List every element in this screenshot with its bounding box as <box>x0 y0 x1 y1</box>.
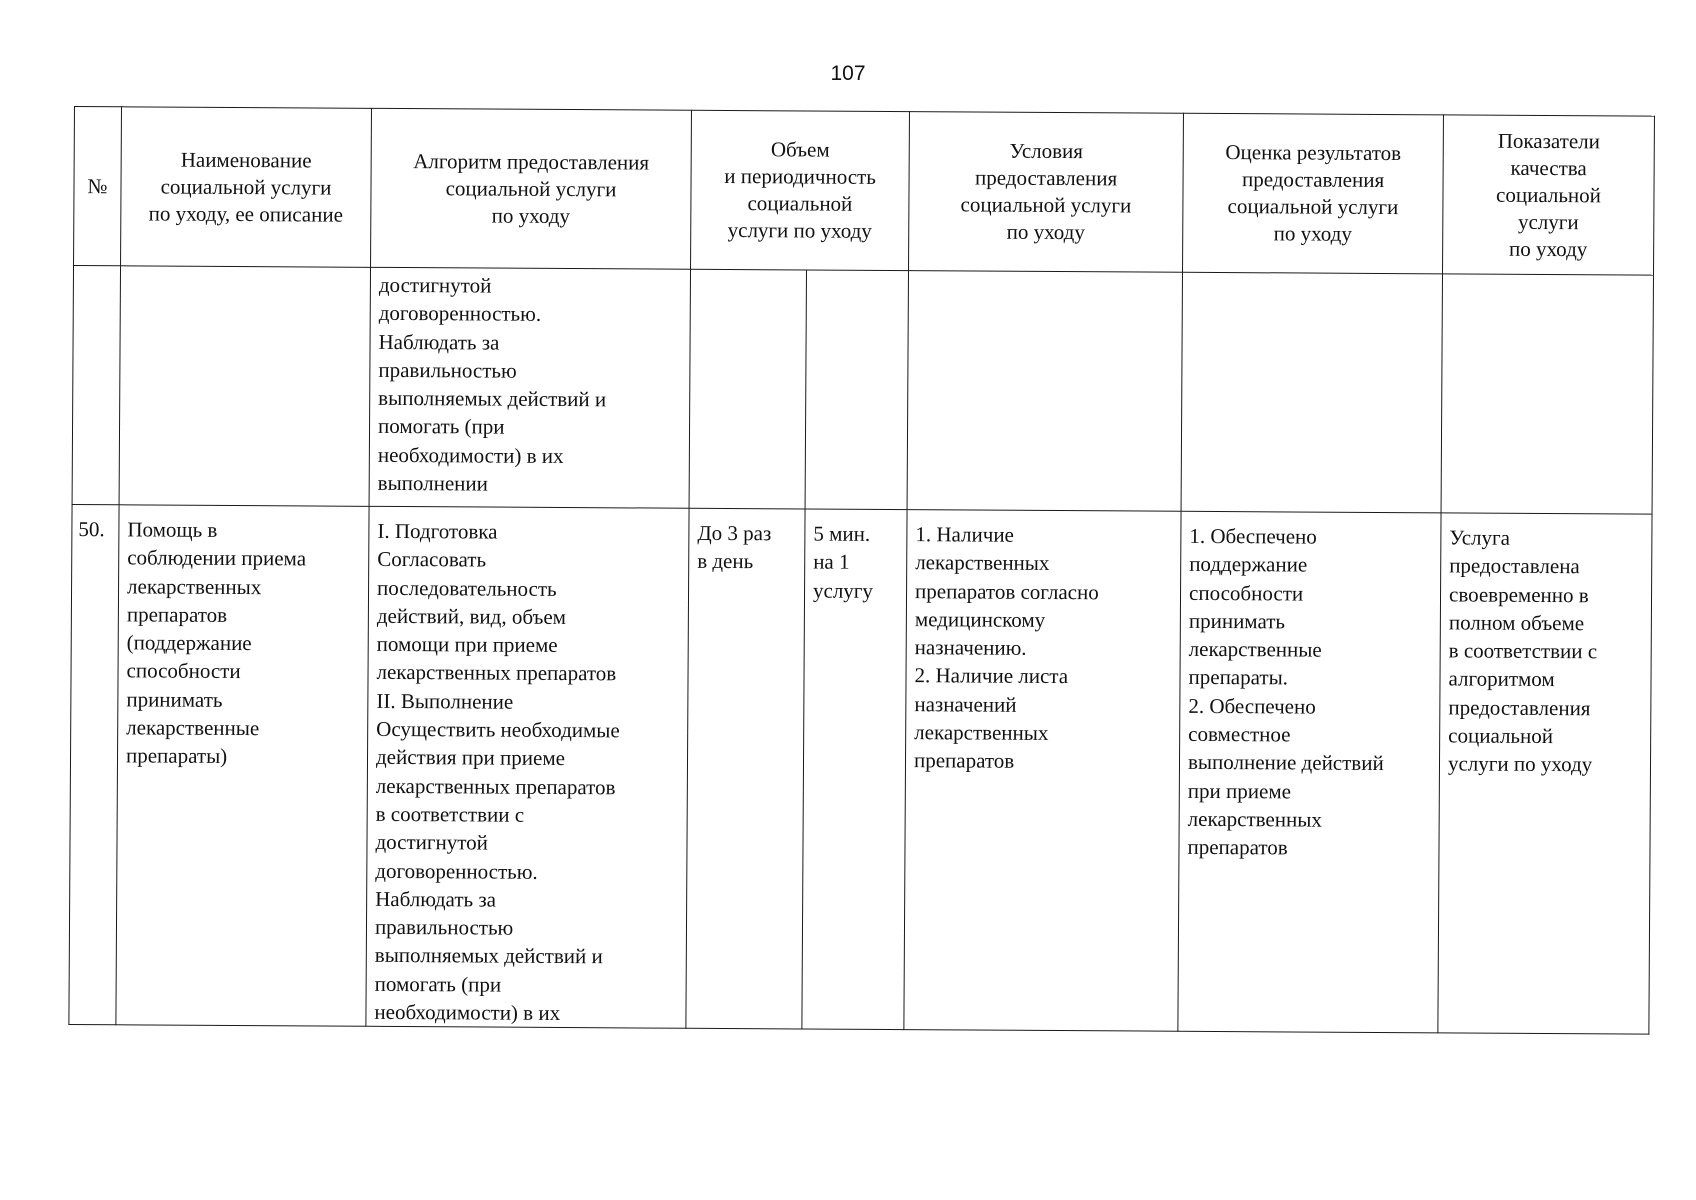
text-line: на 1 <box>813 549 850 575</box>
cell-algorithm <box>366 506 689 1028</box>
text-line: лекарственные <box>1188 637 1322 662</box>
text-line: своевременно в <box>1448 582 1589 607</box>
text-line: I. Подготовка <box>377 518 498 544</box>
text-line: в соответствии с <box>1448 638 1598 664</box>
header-algorithm <box>371 108 692 269</box>
header-service-name <box>121 107 372 268</box>
text-line: препараты. <box>1188 665 1289 690</box>
cell-duration <box>802 509 907 1030</box>
text-line: достигнутой <box>378 272 492 298</box>
text-line: по уходу <box>491 203 571 228</box>
text-line: соблюдении приема <box>127 545 307 571</box>
text-line: Наименование <box>180 147 312 172</box>
text-line: принимать <box>126 687 223 712</box>
text-line: выполнении <box>377 470 489 496</box>
text-line: выполнение действий <box>1187 750 1384 776</box>
cell-empty <box>1181 272 1442 513</box>
text-line: договоренностью. <box>375 858 538 884</box>
table-header-row <box>74 107 1655 276</box>
cell-empty <box>805 270 908 510</box>
text-line: Осуществить необходимые <box>376 716 620 743</box>
text-line: услугу <box>812 578 874 603</box>
text-line: правильностью <box>378 357 517 383</box>
text-line: препаратов <box>126 602 228 627</box>
cell-service-name <box>116 505 369 1027</box>
text-line: по уходу, ее описание <box>148 200 344 227</box>
text-line: назначению. <box>914 635 1027 661</box>
document-scan <box>68 106 1654 1035</box>
text-line: по уходу <box>1273 221 1352 246</box>
cell-frequency <box>686 508 805 1029</box>
table-row-continuation <box>72 266 1653 515</box>
text-line: предоставления <box>1448 695 1591 721</box>
text-line: социальной услуги <box>1227 194 1399 220</box>
text-line: помогать (при <box>377 414 505 440</box>
text-line: социальной <box>747 191 853 216</box>
text-line: необходимости) в их <box>377 442 564 468</box>
text-line: № <box>87 173 108 198</box>
cell-empty <box>907 271 1182 512</box>
header-number <box>74 107 122 266</box>
text-line: качества <box>1510 155 1587 180</box>
text-line: лекарственных <box>914 720 1049 746</box>
text-line: социальной <box>1448 723 1554 749</box>
text-line: социальной услуги <box>960 192 1132 218</box>
text-line: 1. Обеспечено <box>1189 523 1317 549</box>
text-line: предоставления <box>974 165 1118 191</box>
text-line: предоставления <box>1241 167 1385 193</box>
text-line: Наблюдать за <box>378 329 500 355</box>
services-table <box>68 106 1655 1035</box>
text-line: выполняемых действий и <box>374 943 603 969</box>
text-line: Согласовать <box>377 547 487 572</box>
text-line: лекарственных <box>1187 806 1322 832</box>
text-line: договоренностью. <box>378 301 542 327</box>
text-line: медицинскому <box>914 607 1046 632</box>
cell-empty <box>119 266 370 507</box>
text-line: услуги по уходу <box>727 217 872 243</box>
text-line: в день <box>697 549 754 574</box>
text-line: 5 мин. <box>813 521 871 546</box>
text-line: совместное <box>1188 721 1291 747</box>
text-line: услуги <box>1517 209 1579 234</box>
text-line: принимать <box>1188 608 1286 634</box>
text-line: лекарственные <box>126 715 260 741</box>
text-line: (поддержание <box>126 630 252 656</box>
text-line: Объем <box>770 137 830 162</box>
text-line: 2. Обеспечено <box>1188 693 1316 719</box>
text-line: по уходу <box>1508 236 1588 261</box>
header-volume-frequency <box>691 110 910 270</box>
text-line: помощи при приеме <box>376 632 558 658</box>
text-line: социальной услуги <box>445 175 617 201</box>
text-line: лекарственных <box>126 573 262 599</box>
text-line: До 3 раз <box>697 520 772 546</box>
text-line: 1. Наличие <box>915 522 1015 547</box>
text-line: социальной услуги <box>160 174 332 200</box>
text-line: назначений <box>914 691 1017 717</box>
text-line: алгоритмом <box>1448 666 1555 692</box>
cell-empty <box>689 269 806 509</box>
text-line: помогать (при <box>374 971 502 997</box>
text-line: лекарственных препаратов <box>376 660 617 686</box>
text-line: в соответствии с <box>375 801 525 827</box>
cell-conditions <box>904 510 1181 1032</box>
text-line: действий, вид, объем <box>376 603 567 629</box>
text-line: поддержание <box>1189 552 1308 577</box>
text-line: Показатели <box>1497 128 1600 153</box>
cell-evaluation <box>1178 511 1441 1033</box>
text-line: при приеме <box>1187 778 1292 804</box>
text-line: препаратов <box>1187 835 1288 860</box>
text-line: полном объеме <box>1448 610 1585 636</box>
text-line: необходимости) в их <box>374 999 561 1026</box>
cell-empty <box>72 266 120 505</box>
text-line: выполняемых действий и <box>378 386 607 412</box>
text-line: услуги по уходу <box>1447 751 1593 777</box>
text-line: действия при приеме <box>375 745 566 771</box>
text-line: Помощь в <box>127 517 218 542</box>
header-evaluation <box>1183 113 1444 274</box>
text-line: лекарственных препаратов <box>375 773 616 799</box>
text-line: по уходу <box>1006 219 1085 245</box>
text-line: достигнутой <box>375 830 489 855</box>
text-line: лекарственных <box>915 550 1050 576</box>
text-line: 2. Наличие листа <box>914 663 1069 689</box>
table-row-50 <box>69 504 1652 1034</box>
cell-empty <box>1441 274 1653 514</box>
text-line: социальной <box>1496 182 1601 207</box>
text-line: последовательность <box>376 575 557 601</box>
text-line: предоставлена <box>1449 553 1580 579</box>
text-line: и периодичность <box>724 163 876 189</box>
text-line: препаратов <box>913 748 1015 774</box>
text-line: препараты) <box>125 743 228 769</box>
text-line: Условия <box>1009 138 1084 164</box>
text-line: способности <box>126 658 241 684</box>
cell-quality <box>1438 513 1652 1035</box>
page-number: 107 <box>830 62 866 85</box>
header-conditions <box>909 112 1184 273</box>
cell-algorithm-continuation <box>369 267 690 508</box>
text-line: Оценка результатов <box>1225 140 1402 166</box>
text-line: Услуга <box>1449 525 1511 550</box>
text-line: Алгоритм предоставления <box>413 148 650 175</box>
text-line: Наблюдать за <box>375 886 497 912</box>
header-quality <box>1443 115 1655 275</box>
text-line: препаратов согласно <box>914 578 1099 604</box>
text-line: правильностью <box>374 915 514 940</box>
cell-row-number: 50. <box>69 504 119 1025</box>
text-line: II. Выполнение <box>376 688 514 714</box>
text-line: способности <box>1188 580 1304 606</box>
